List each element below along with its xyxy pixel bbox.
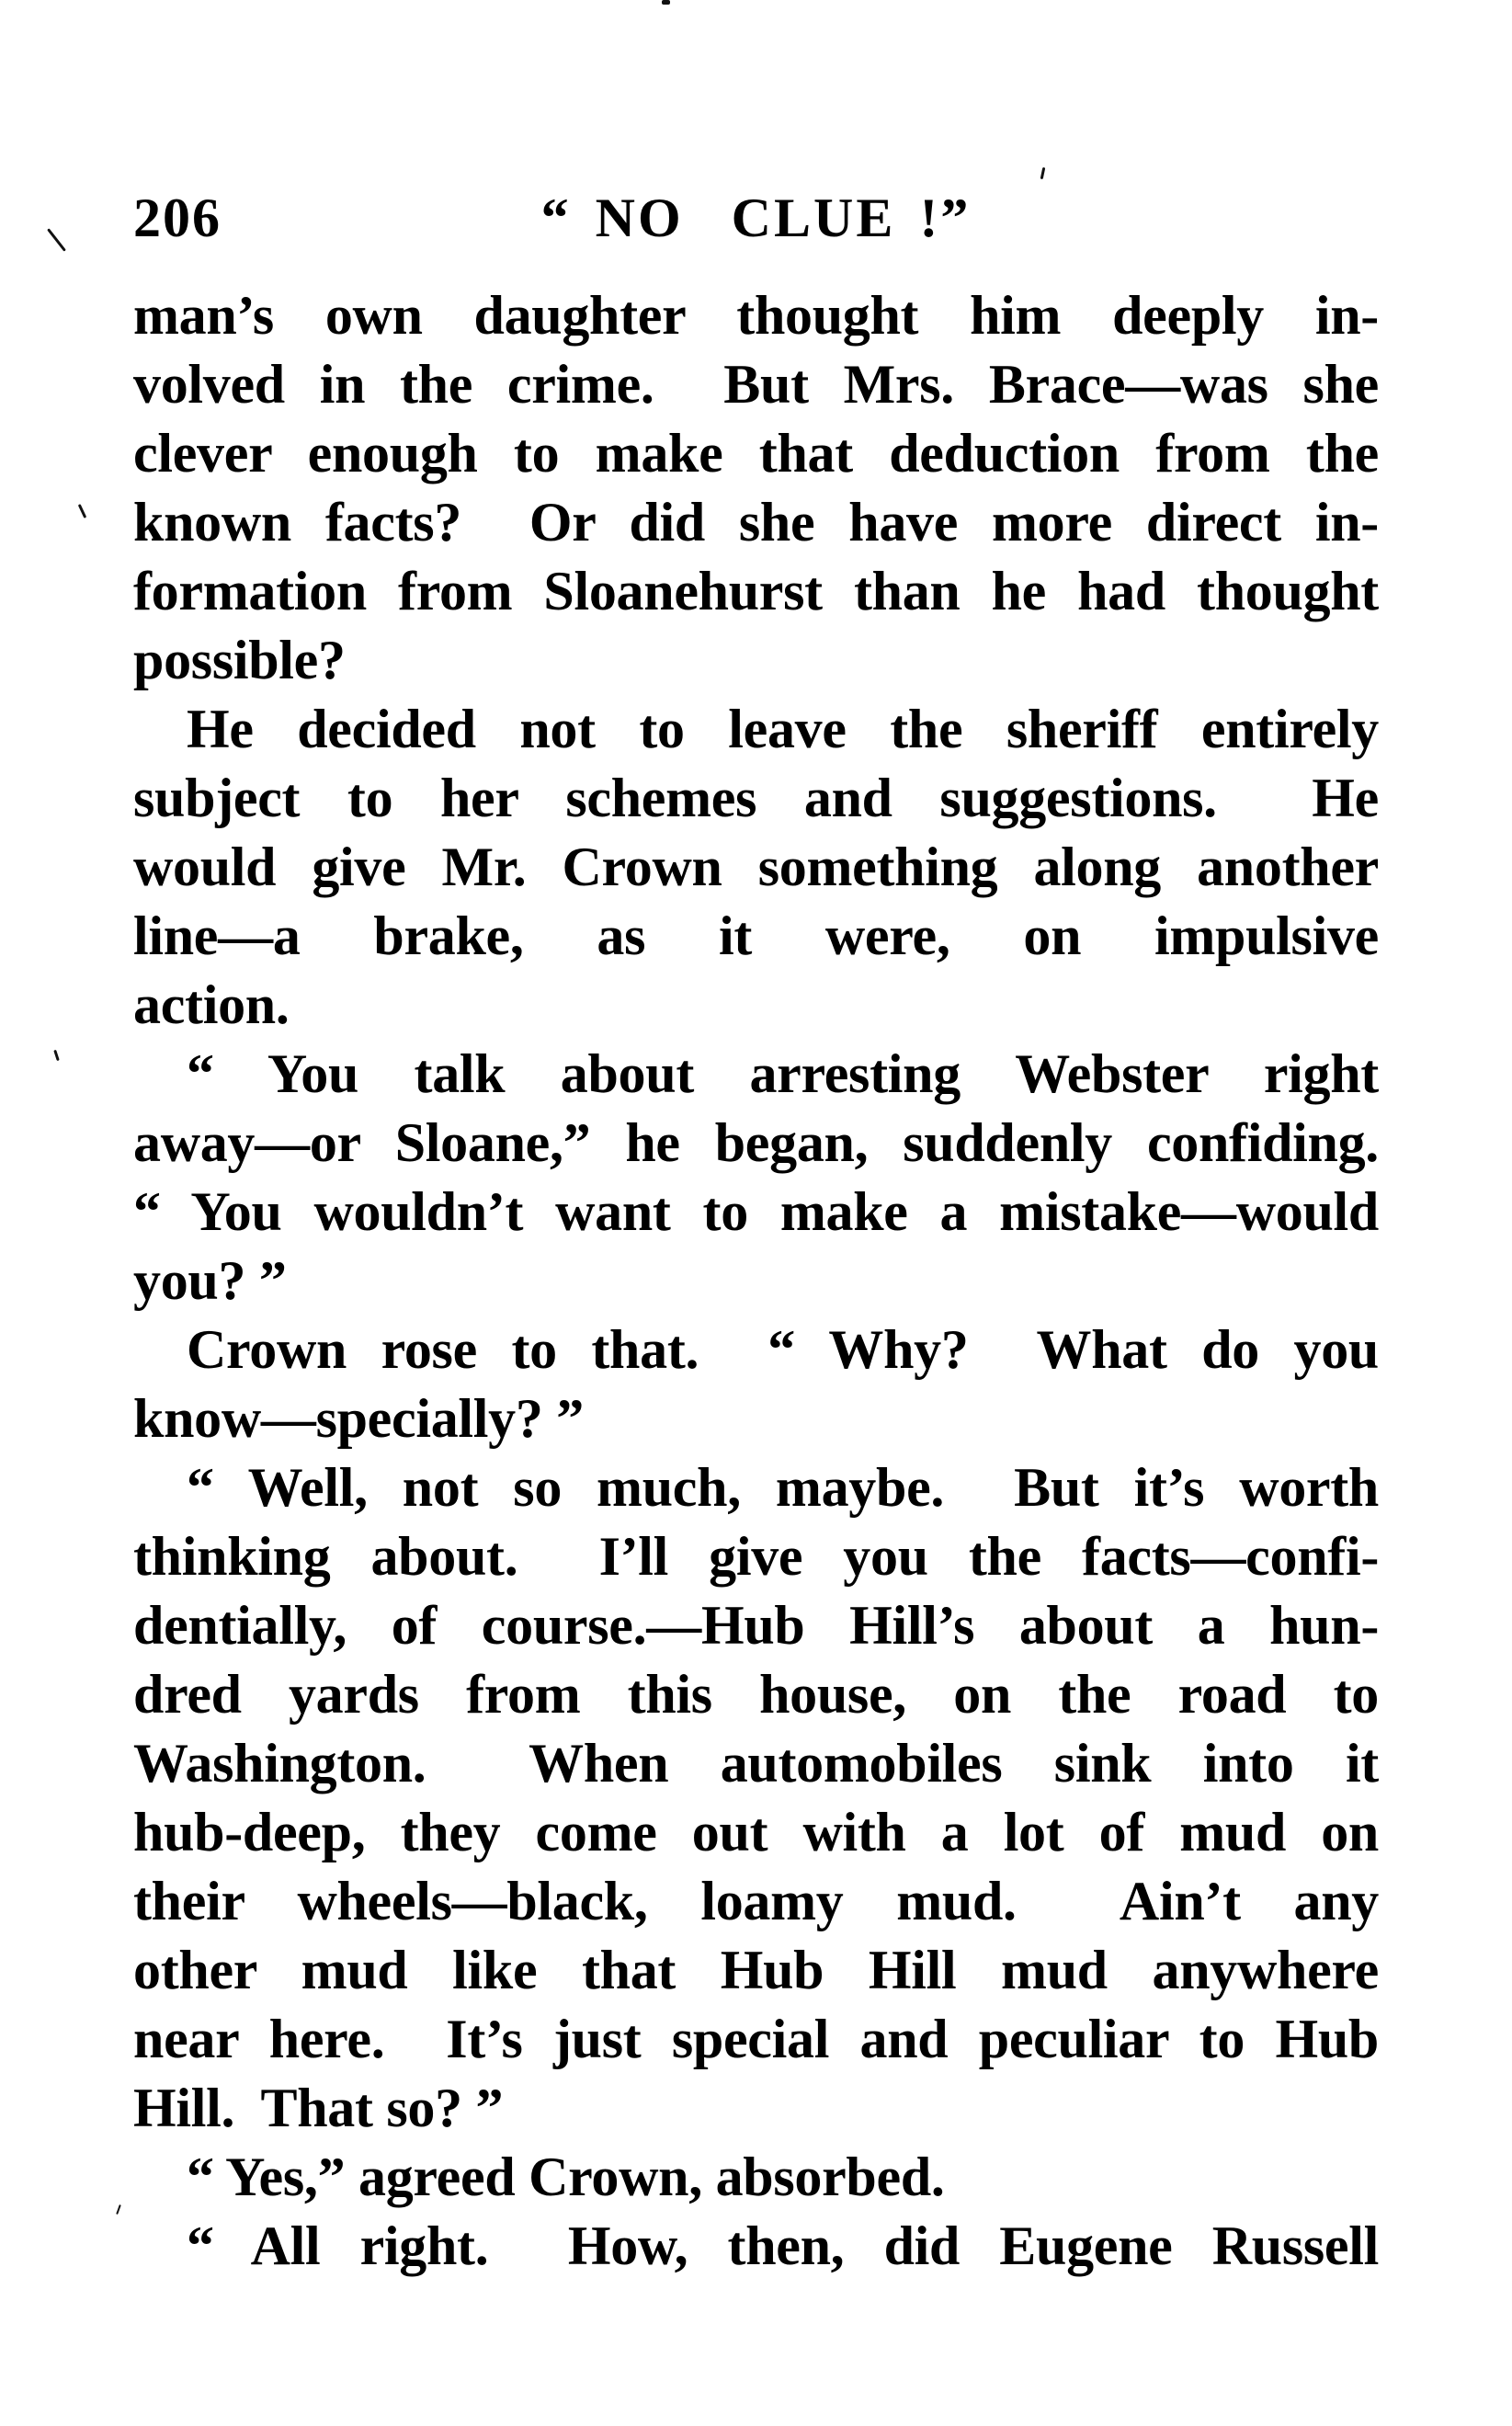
- page-text: [133, 281, 1379, 2281]
- text-line: He decided not to leave the sheriff entirely: [187, 699, 1379, 759]
- text-line: clever enough to make that deduction from the: [133, 423, 1379, 484]
- text-line: would give Mr. Crown something along another: [133, 837, 1379, 897]
- scan-artifact: [78, 504, 86, 518]
- page-number: 206: [133, 188, 222, 248]
- text-line: dred yards from this house, on the road to: [133, 1664, 1379, 1725]
- text-line: “ You wouldn’t want to make a mistake—would: [133, 1181, 1379, 1242]
- text-line: you? ”: [133, 1250, 287, 1311]
- text-line: away—or Sloane,” he began, suddenly confiding.: [133, 1112, 1379, 1173]
- text-line: line—a brake, as it were, on impulsive: [133, 905, 1379, 966]
- scan-artifact: [662, 0, 670, 5]
- text-line: dentially, of course.—Hub Hill’s about a hun-: [133, 1595, 1379, 1656]
- scan-artifact: [116, 2204, 121, 2215]
- text-line: hub-deep, they come out with a lot of mud on: [133, 1802, 1379, 1862]
- running-title: “ NO CLUE !ˮ: [540, 188, 972, 248]
- scan-artifact: [1040, 167, 1046, 179]
- scan-artifact: [53, 1050, 60, 1061]
- text-line: volved in the crime. But Mrs. Brace—was she: [133, 354, 1379, 415]
- text-line: possible?: [133, 630, 346, 690]
- text-line: near here. It’s just special and peculiar to Hub: [133, 2009, 1379, 2069]
- text-line: “ All right. How, then, did Eugene Russell: [187, 2215, 1379, 2276]
- text-line: “ Well, not so much, maybe. But it’s worth: [187, 1457, 1379, 1518]
- text-line: know—specially? ”: [133, 1388, 584, 1449]
- text-line: Crown rose to that. “ Why? What do you: [187, 1319, 1379, 1380]
- text-line: known facts? Or did she have more direct in-: [133, 492, 1379, 552]
- text-line: “ You talk about arresting Webster right: [187, 1043, 1379, 1104]
- text-line: “ Yes,” agreed Crown, absorbed.: [187, 2147, 945, 2207]
- text-line: other mud like that Hub Hill mud anywhere: [133, 1940, 1379, 2000]
- text-line: formation from Sloanehurst than he had thought: [133, 561, 1379, 621]
- text-line: subject to her schemes and suggestions. He: [133, 768, 1379, 828]
- text-line: Hill. That so? ”: [133, 2078, 504, 2138]
- text-line: thinking about. I’ll give you the facts—confi-: [133, 1526, 1379, 1587]
- text-line: action.: [133, 974, 290, 1035]
- scan-artifact: [47, 228, 66, 251]
- page-header: [133, 184, 1379, 253]
- text-line: man’s own daughter thought him deeply in-: [133, 285, 1379, 346]
- text-line: their wheels—black, loamy mud. Ain’t any: [133, 1871, 1379, 1931]
- text-line: Washington. When automobiles sink into it: [133, 1733, 1379, 1794]
